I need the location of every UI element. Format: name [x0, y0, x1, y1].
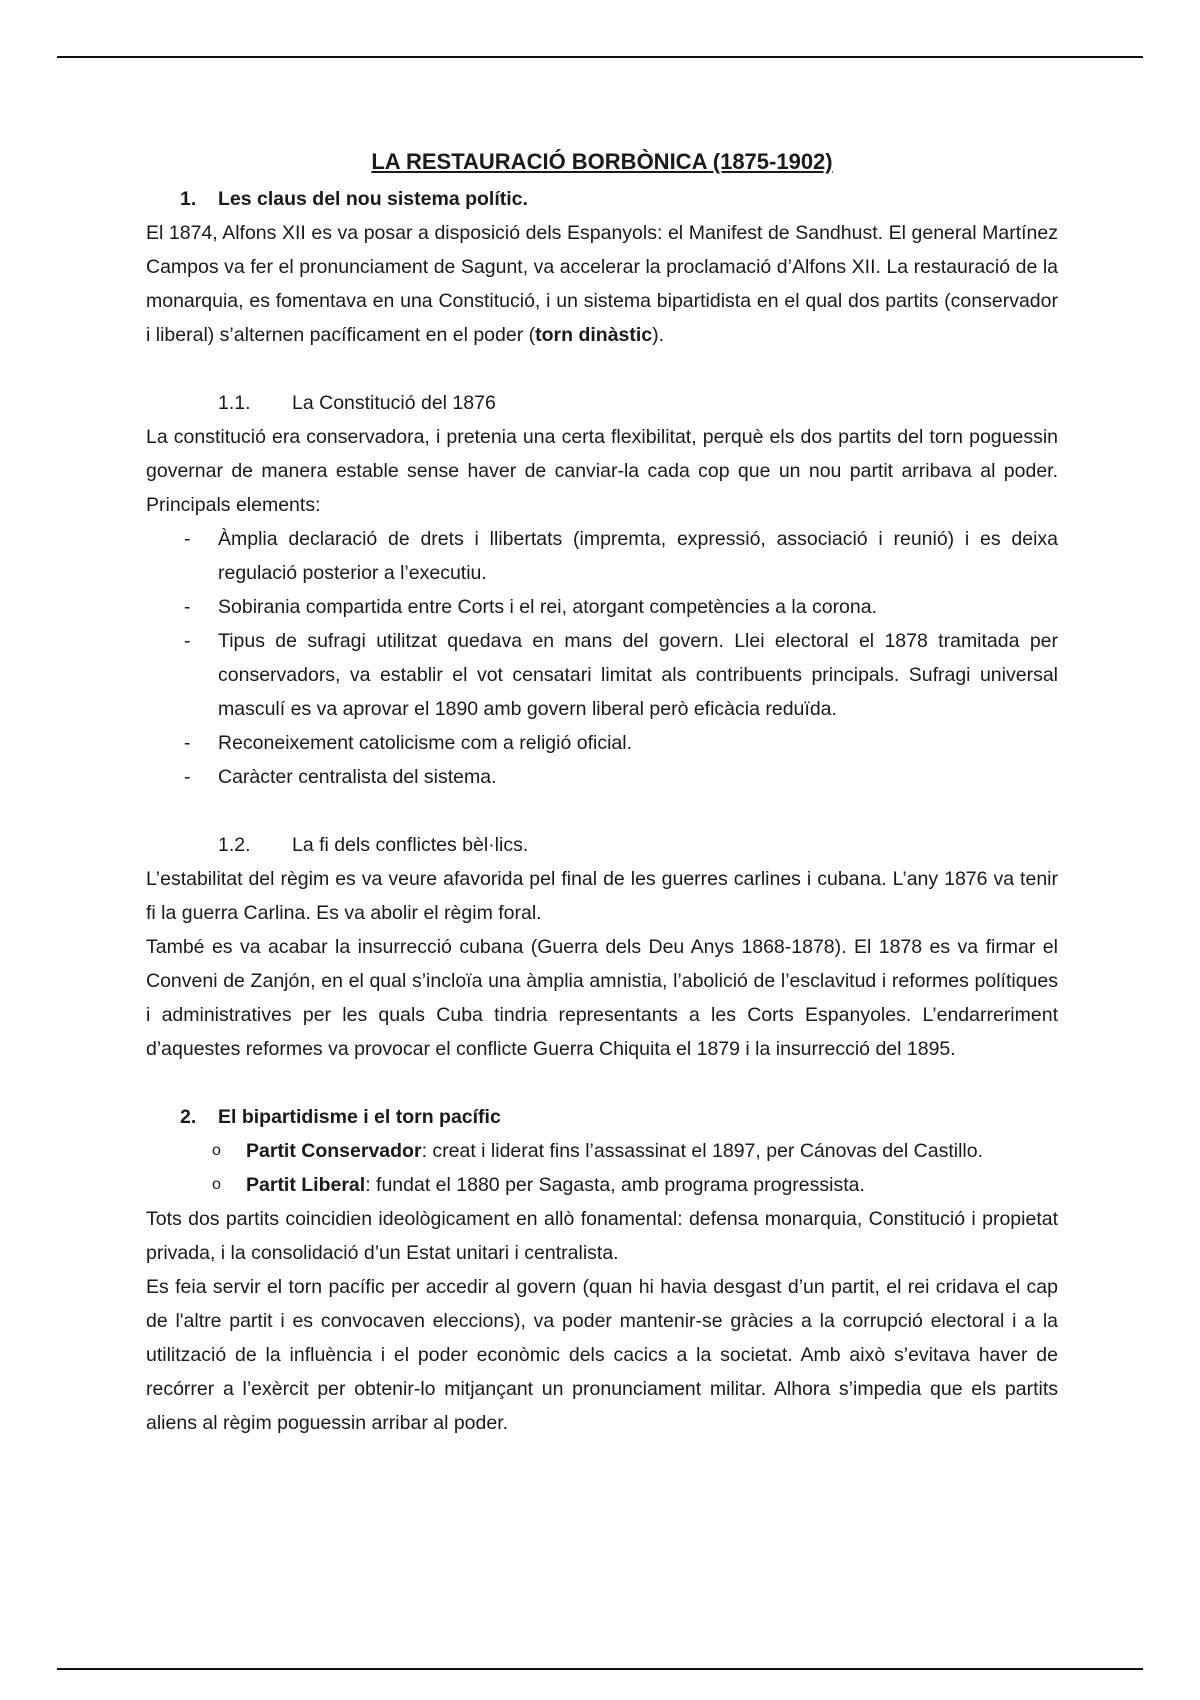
- list-item: [146, 760, 1058, 794]
- section-2-number: 2.: [180, 1106, 197, 1128]
- document-page: [146, 144, 1058, 1440]
- subsection-1-2-number: 1.2.: [218, 834, 251, 856]
- list-item-text: Tipus de sufragi utilitzat quedava en mans del govern. Llei electoral el 1878 tramitada per conservadors, va establir el vot censatari limitat als contribuents principals. Sufragi universal masculí es va aprovar el 1890 amb govern liberal però eficàcia reduïda.: [218, 630, 1058, 720]
- list-item-text: Caràcter centralista del sistema.: [218, 766, 497, 788]
- subsection-1-2-title: La fi dels conflictes bèl·lics.: [292, 834, 529, 856]
- list-item: [146, 624, 1058, 726]
- section-2-para-1: Tots dos partits coincidien ideològicament en allò fonamental: defensa monarquia, Constitució i propietat privada, i la consolidació d’un Estat unitari i centralista.: [146, 1208, 1058, 1264]
- dash-marker: -: [184, 732, 191, 754]
- dash-marker: -: [184, 596, 191, 618]
- section-1-heading: [146, 182, 1058, 216]
- dash-marker: -: [184, 528, 191, 550]
- intro-text-end: ).: [652, 324, 665, 346]
- party-desc: : fundat el 1880 per Sagasta, amb programa progressista.: [365, 1174, 865, 1196]
- subsection-1-1-title: La Constitució del 1876: [292, 392, 496, 414]
- subsection-1-1-heading: [146, 386, 1058, 420]
- bottom-rule: [57, 1668, 1143, 1670]
- list-item: [146, 522, 1058, 590]
- list-item-text: Sobirania compartida entre Corts i el rei, atorgant competències a la corona.: [218, 596, 878, 618]
- dash-marker: -: [184, 766, 191, 788]
- list-item-text: Reconeixement catolicisme com a religió oficial.: [218, 732, 633, 754]
- intro-text: El 1874, Alfons XII es va posar a disposició dels Espanyols: el Manifest de Sandhust. El general Martínez Campos va fer el pronunciament de Sagunt, va accelerar la proclamació d’Alfons XII. La restauració de la monarquia, es fomentava en una Constitució, i un sistema bipartidista en el qual dos partits (conservador i liberal) s’alternen pacíficament en el poder (: [146, 222, 1058, 346]
- party-name: Partit Liberal: [246, 1174, 366, 1196]
- section-2-heading: [146, 1100, 1058, 1134]
- section-1-title: Les claus del nou sistema polític.: [218, 188, 528, 210]
- list-item: [146, 590, 1058, 624]
- list-item-text: Àmplia declaració de drets i llibertats (impremta, expressió, associació i reunió) i es deixa regulació posterior a l’executiu.: [218, 528, 1058, 584]
- dash-marker: -: [184, 630, 191, 652]
- subsection-1-1-number: 1.1.: [218, 392, 251, 414]
- party-name: Partit Conservador: [246, 1140, 422, 1162]
- constitution-elements-list: [146, 522, 1058, 794]
- list-item: [146, 726, 1058, 760]
- torn-dinastic-term: torn dinàstic: [535, 324, 653, 346]
- circle-marker: o: [212, 1142, 221, 1159]
- top-rule: [57, 56, 1143, 58]
- section-1-intro: [146, 216, 1058, 352]
- section-1-number: 1.: [180, 188, 197, 210]
- subsection-1-2-heading: [146, 828, 1058, 862]
- circle-marker: o: [212, 1176, 221, 1193]
- parties-list: [146, 1134, 1058, 1202]
- subsection-1-2-para-1: L’estabilitat del règim es va veure afavorida pel final de les guerres carlines i cubana. L’any 1876 va tenir fi la guerra Carlina. Es va abolir el règim foral.: [146, 868, 1058, 924]
- party-desc: : creat i liderat fins l’assassinat el 1897, per Cánovas del Castillo.: [421, 1140, 984, 1162]
- document-title: LA RESTAURACIÓ BORBÒNICA (1875-1902): [371, 149, 833, 174]
- list-item: [146, 1134, 1058, 1168]
- subsection-1-2-para-2: També es va acabar la insurrecció cubana (Guerra dels Deu Anys 1868-1878). El 1878 es va firmar el Conveni de Zanjón, en el qual s’incloïa una àmplia amnistia, l’abolició de l’esclavitud i reformes polítiques i administratives per les quals Cuba tindria representants a les Corts Espanyoles. L’endarreriment d’aquestes reformes va provocar el conflicte Guerra Chiquita el 1879 i la insurrecció del 1895.: [146, 936, 1058, 1060]
- subsection-1-1-intro: La constitució era conservadora, i pretenia una certa flexibilitat, perquè els dos partits del torn poguessin governar de manera estable sense haver de canviar-la cada cop que un nou partit arribava al poder. Principals elements:: [146, 426, 1058, 516]
- section-2-title: El bipartidisme i el torn pacífic: [218, 1106, 501, 1128]
- section-2-para-2: Es feia servir el torn pacífic per accedir al govern (quan hi havia desgast d’un partit, el rei cridava el cap de l'altre partit i es convocaven eleccions), va poder mantenir-se gràcies a la corrupció electoral i a la utilització de la influència i el poder econòmic dels cacics a la societat. Amb això s’evitava haver de recórrer a l’exèrcit per obtenir-lo mitjançant un pronunciament militar. Alhora s’impedia que els partits aliens al règim poguessin arribar al poder.: [146, 1276, 1058, 1434]
- list-item: [146, 1168, 1058, 1202]
